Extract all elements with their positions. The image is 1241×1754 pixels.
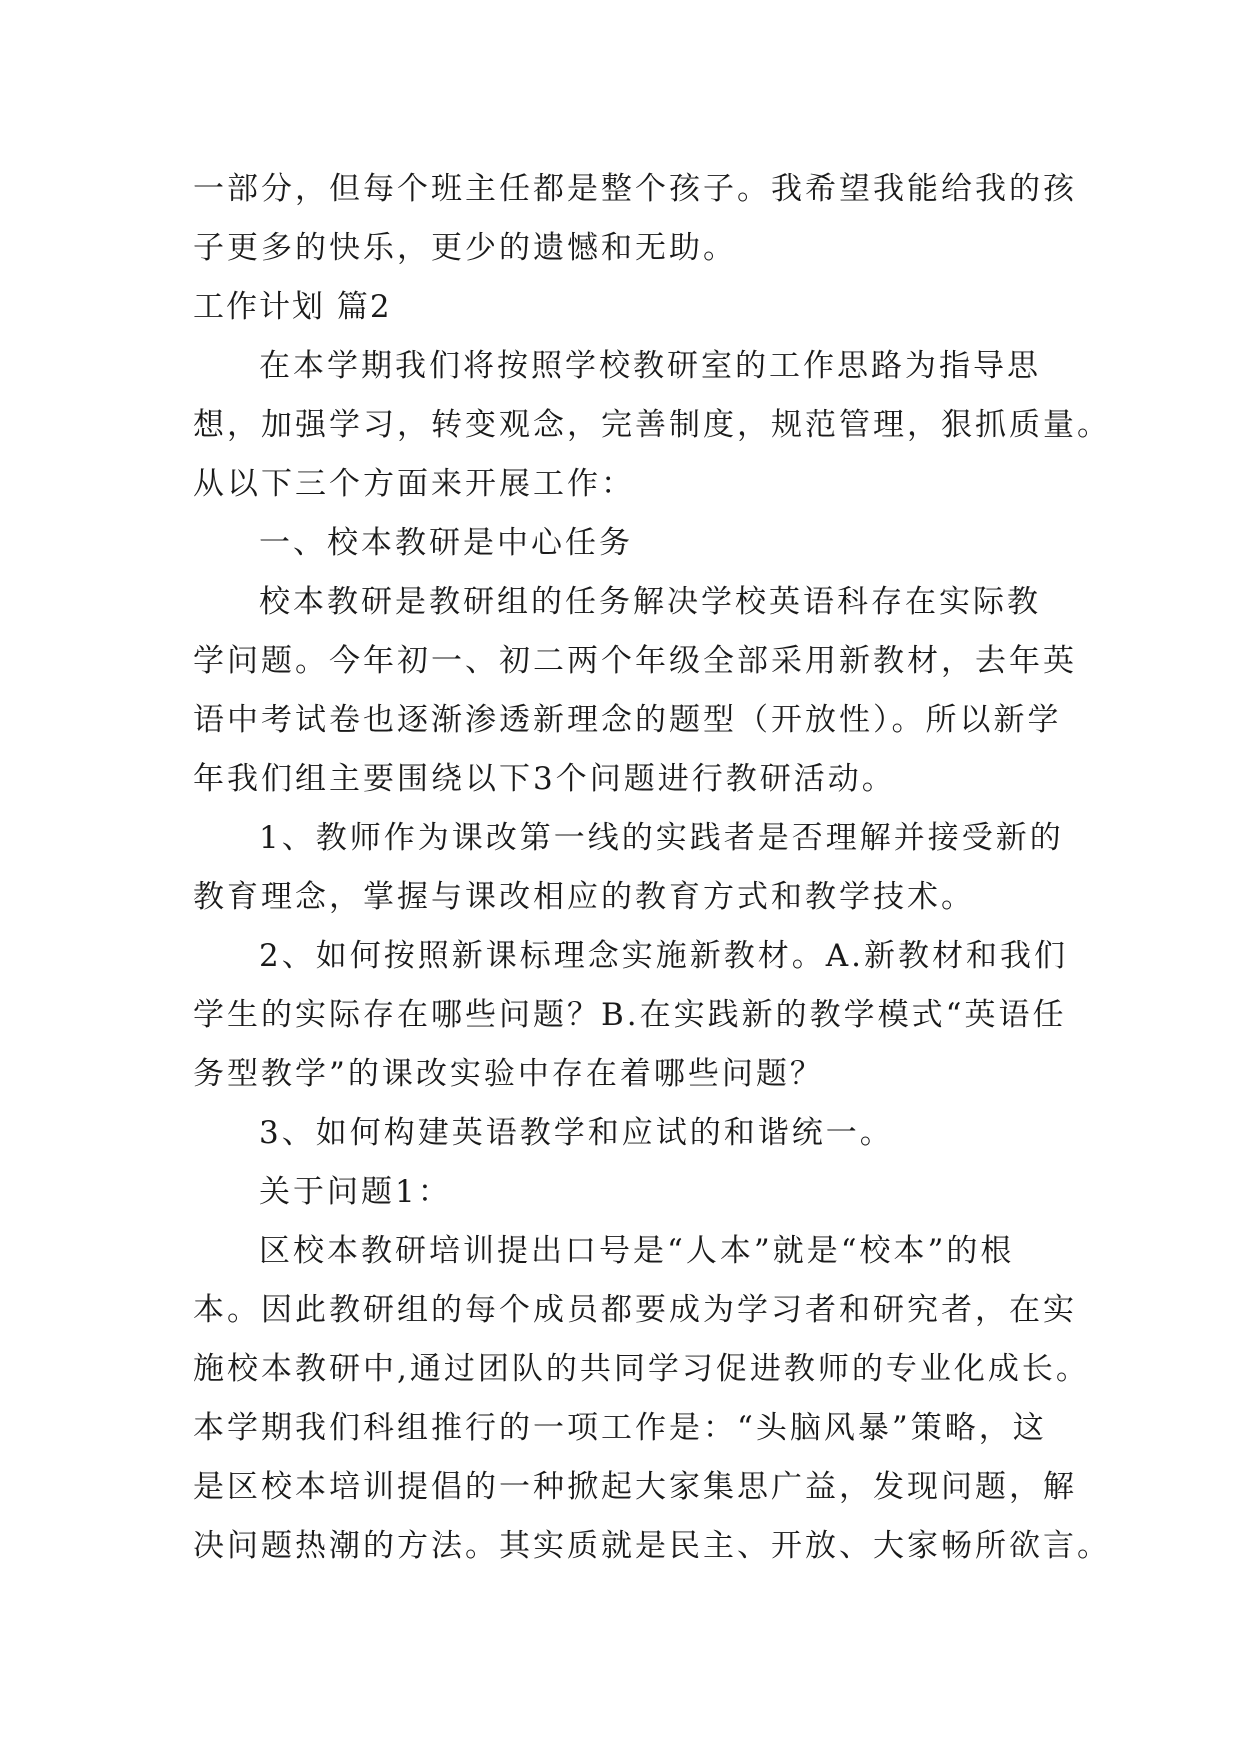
subheading: 关于问题1： — [259, 1174, 452, 1210]
text-line: 决问题热潮的方法。其实质就是民主、开放、大家畅所欲言。 — [193, 1528, 1111, 1564]
text-line: 想，加强学习，转变观念，完善制度，规范管理，狠抓质量。 — [193, 407, 1111, 443]
text-line: 学问题。今年初一、初二两个年级全部采用新教材，去年英 — [193, 643, 1077, 679]
text-line: 本。因此教研组的每个成员都要成为学习者和研究者，在实 — [193, 1292, 1077, 1328]
numbered-item: 3、如何构建英语教学和应试的和谐统一。 — [259, 1115, 894, 1151]
paragraph-start: 在本学期我们将按照学校教研室的工作思路为指导思 — [259, 348, 1041, 384]
text-line: 本学期我们科组推行的一项工作是：“头脑风暴”策略，这 — [193, 1410, 1047, 1446]
document-body — [193, 160, 1111, 1576]
paragraph-start: 校本教研是教研组的任务解决学校英语科存在实际教 — [259, 584, 1041, 620]
section-heading: 工作计划 篇2 — [193, 289, 392, 325]
numbered-item: 1、教师作为课改第一线的实践者是否理解并接受新的 — [259, 820, 1064, 856]
text-line: 年我们组主要围绕以下3个问题进行教研活动。 — [193, 761, 896, 797]
text-line: 施校本教研中,通过团队的共同学习促进教师的专业化成长。 — [193, 1351, 1090, 1387]
text-line: 子更多的快乐，更少的遗憾和无助。 — [193, 230, 737, 266]
text-line: 是区校本培训提倡的一种掀起大家集思广益，发现问题，解 — [193, 1469, 1077, 1505]
text-line: 从以下三个方面来开展工作： — [193, 466, 635, 502]
numbered-item: 2、如何按照新课标理念实施新教材。A.新教材和我们 — [259, 938, 1068, 974]
subheading: 一、校本教研是中心任务 — [259, 525, 633, 561]
text-line: 语中考试卷也逐渐渗透新理念的题型（开放性）。所以新学 — [193, 702, 1062, 738]
text-line: 一部分，但每个班主任都是整个孩子。我希望我能给我的孩 — [193, 171, 1077, 207]
text-line: 教育理念，掌握与课改相应的教育方式和教学技术。 — [193, 879, 975, 915]
text-line: 学生的实际存在哪些问题？B.在实践新的教学模式“英语任 — [193, 997, 1067, 1033]
text-line: 务型教学”的课改实验中存在着哪些问题？ — [193, 1056, 824, 1092]
paragraph-start: 区校本教研培训提出口号是“人本”就是“校本”的根 — [259, 1233, 1015, 1269]
